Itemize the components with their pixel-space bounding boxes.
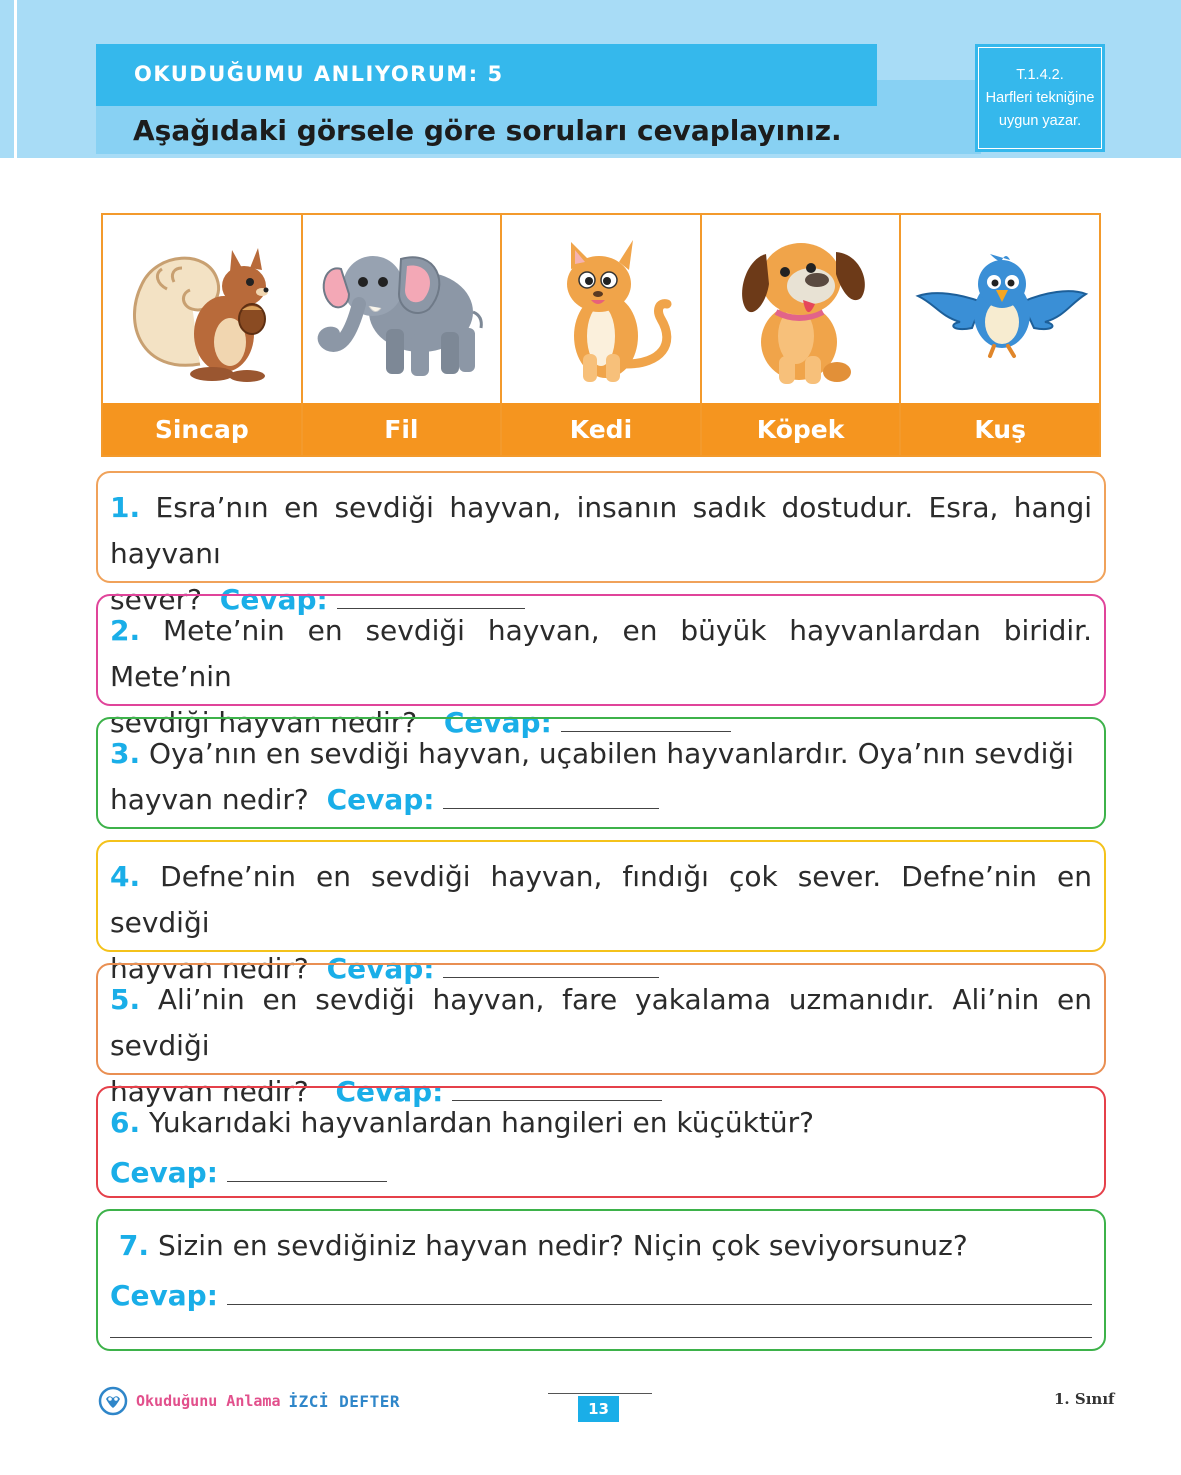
animal-image (901, 215, 1099, 403)
question-number: 7. (118, 1229, 150, 1262)
question-number: 3. (110, 737, 141, 770)
question-6 (96, 1086, 1106, 1198)
answer-blank[interactable] (443, 784, 659, 809)
answer-blank[interactable] (227, 1157, 387, 1182)
question-number: 1. (110, 491, 141, 524)
bird-icon (910, 224, 1090, 394)
question-1 (96, 471, 1106, 616)
question-text: hayvan nedir? (110, 783, 309, 816)
animal-grid (101, 213, 1101, 457)
footer-brand (98, 1386, 400, 1416)
outcome-line-1: Harfleri tekniğine (985, 89, 1095, 106)
question-text: Mete’nin en sevdiği hayvan, en büyük hayvanlardan biridir. Mete’nin (110, 614, 1092, 693)
question-3 (96, 717, 1106, 829)
question-4 (96, 840, 1106, 985)
header-divider (14, 0, 17, 158)
question-line-1 (110, 485, 1092, 577)
animal-image (702, 215, 900, 403)
answer-blank[interactable] (227, 1280, 1092, 1305)
brand-name-part-2: İZCİ DEFTER (288, 1391, 400, 1411)
answer-label: Cevap: (326, 952, 435, 985)
answer-label: Cevap: (335, 1075, 444, 1108)
question-number: 2. (110, 614, 141, 647)
question-text: Defne’nin en sevdiği hayvan, fındığı çok sever. Defne’nin en sevdiği (110, 860, 1093, 939)
unit-title: OKUDUĞUMU ANLIYORUM: 5 (134, 62, 504, 86)
question-line-1 (110, 1100, 1092, 1146)
question-7 (96, 1209, 1106, 1351)
question-text: hayvan nedir? (110, 952, 309, 985)
answer-label: Cevap: (110, 1156, 218, 1189)
instruction-text: Aşağıdaki görsele göre soruları cevaplayınız. (133, 114, 842, 147)
question-text: sevdiği hayvan nedir? (110, 706, 418, 739)
question-line-1 (110, 608, 1092, 700)
question-line-1 (110, 977, 1092, 1069)
question-text: Esra’nın en sevdiği hayvan, insanın sadık dostudur. Esra, hangi hayvanı (110, 491, 1092, 570)
question-5 (96, 963, 1106, 1108)
grade-label: 1. Sınıf (1054, 1390, 1115, 1408)
answer-label: Cevap: (326, 783, 435, 816)
page-number-rule (548, 1393, 652, 1394)
outcome-line-2: uygun yazar. (998, 112, 1082, 129)
question-line-2 (110, 1150, 1092, 1196)
animal-label: Köpek (702, 403, 900, 455)
answer-label: Cevap: (110, 1279, 218, 1312)
animal-card-bird (901, 215, 1099, 455)
answer-label: Cevap: (219, 583, 328, 616)
animal-image (103, 215, 301, 403)
question-line-1 (110, 854, 1092, 946)
question-2 (96, 594, 1106, 739)
animal-card-elephant (303, 215, 503, 455)
page-number: 13 (578, 1396, 619, 1422)
brand-name-part-1: Okuduğunu Anlama (136, 1392, 281, 1410)
animal-card-dog (702, 215, 902, 455)
question-text: Oya’nın en sevdiği hayvan, uçabilen hayvanlardır. Oya’nın sevdiği (149, 737, 1074, 770)
question-number: 5. (110, 983, 141, 1016)
animal-label: Sincap (103, 403, 301, 455)
squirrel-icon (112, 224, 292, 394)
animal-card-squirrel (103, 215, 303, 455)
question-text: Yukarıdaki hayvanlardan hangileri en küçüktür? (149, 1106, 814, 1139)
cat-icon (511, 224, 691, 394)
animal-image (502, 215, 700, 403)
learning-outcome-box (975, 44, 1105, 152)
question-line-2 (110, 777, 1092, 823)
question-line-1 (110, 1223, 1092, 1269)
question-number: 4. (110, 860, 141, 893)
question-line-2 (110, 1273, 1092, 1319)
brand-logo-icon (98, 1386, 128, 1416)
instruction-bar-extension (877, 80, 981, 154)
answer-label: Cevap: (443, 706, 552, 739)
question-text: sever? (110, 583, 202, 616)
question-text: Ali’nin en sevdiği hayvan, fare yakalama uzmanıdır. Ali’nin en sevdiği (110, 983, 1092, 1062)
animal-label: Kuş (901, 403, 1099, 455)
animal-image (303, 215, 501, 403)
question-number: 6. (110, 1106, 141, 1139)
outcome-code: T.1.4.2. (1016, 66, 1064, 83)
question-line-1 (110, 731, 1092, 777)
animal-card-cat (502, 215, 702, 455)
elephant-icon (311, 224, 491, 394)
question-text: Sizin en sevdiğiniz hayvan nedir? Niçin çok seviyorsunuz? (157, 1229, 968, 1262)
question-text: hayvan nedir? (110, 1075, 309, 1108)
animal-label: Kedi (502, 403, 700, 455)
animal-label: Fil (303, 403, 501, 455)
answer-blank-extra-line[interactable] (110, 1337, 1092, 1338)
dog-icon (711, 224, 891, 394)
learning-outcome-frame (978, 47, 1102, 149)
